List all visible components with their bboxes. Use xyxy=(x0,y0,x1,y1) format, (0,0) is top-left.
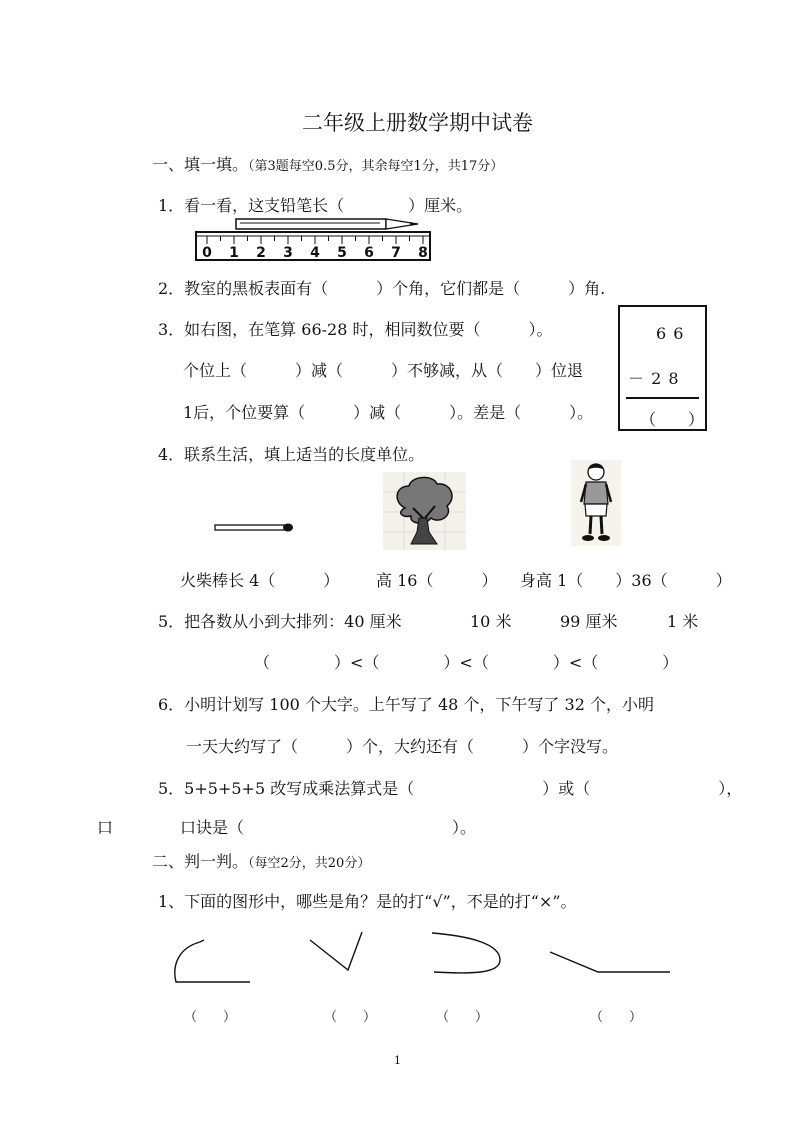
ruler-tick-label: 4 xyxy=(310,245,320,261)
calc-result: （ ） xyxy=(640,410,705,429)
figure-curve-icon xyxy=(432,933,500,973)
matchstick-icon xyxy=(213,522,295,534)
angle-figures xyxy=(170,930,690,990)
section1-heading-text: 一、填一填。 xyxy=(152,155,249,174)
q5-item: 10 米 xyxy=(470,612,512,631)
answer-blank: （ ） xyxy=(184,1010,237,1025)
q3-line2: 个位上（ ）减（ ）不够减，从（ ）位退 xyxy=(183,361,584,380)
q7-line2: 口诀是（ ）。 xyxy=(180,818,477,837)
q4-label-tree: 高 16（ ） xyxy=(376,571,498,590)
figure-bent-line-icon xyxy=(550,952,670,972)
tree-icon xyxy=(383,472,466,550)
q7-line1: 5．5+5+5+5 改写成乘法算式是（ ）或（ ）， xyxy=(158,779,743,798)
ruler-tick-label: 3 xyxy=(283,245,293,261)
ruler-tick-label: 1 xyxy=(229,245,239,261)
q1-text: 1．看一看，这支铅笔长（ ）厘米。 xyxy=(158,196,473,215)
section2-heading-text: 二、判一判。 xyxy=(152,852,249,871)
q3-line1: 3．如右图，在笔算 66-28 时，相同数位要（ ）。 xyxy=(158,320,553,339)
page-title: 二年级上册数学期中试卷 xyxy=(302,111,533,135)
q4-label-matchstick: 火柴棒长 4（ ） xyxy=(180,571,340,590)
figure-curve-angle-icon xyxy=(175,940,250,982)
section2-note: （每空2分，共20分） xyxy=(248,856,371,871)
q6-line2: 一天大约写了（ ）个，大约还有（ ）个字没写。 xyxy=(186,737,619,756)
boy-icon xyxy=(571,460,621,546)
ruler-tick-label: 5 xyxy=(337,245,347,261)
answer-blank: （ ） xyxy=(590,1010,643,1025)
section1-note: （第3题每空0.5分，其余每空1分，共17分） xyxy=(248,159,504,174)
figure-v-angle-icon xyxy=(310,932,362,970)
q5-item: 1 米 xyxy=(667,612,699,631)
q4-label-height: 身高 1（ ）36（ ） xyxy=(520,571,732,590)
pencil-ruler-icon xyxy=(190,214,440,264)
ruler-tick-label: 0 xyxy=(202,245,212,261)
q5-order-blanks: （ ）<（ ）<（ ）<（ ） xyxy=(254,653,679,672)
q3-line3: 1后，个位要算（ ）减（ ）。差是（ ）。 xyxy=(183,403,594,422)
ruler-tick-label: 6 xyxy=(364,245,374,261)
calc-divider xyxy=(626,397,699,399)
q5-text: 5．把各数从小到大排列：40 厘米 xyxy=(158,612,402,631)
calc-top: 6 6 xyxy=(656,324,685,343)
page-number: 1 xyxy=(394,1054,401,1067)
ruler-tick-label: 8 xyxy=(418,245,428,261)
ruler-tick-label: 2 xyxy=(256,245,266,261)
section2-q1-text: 1、下面的图形中，哪些是角？是的打“√”，不是的打“×”。 xyxy=(158,892,577,911)
q6-line1: 6．小明计划写 100 个大字。上午写了 48 个，下午写了 32 个，小明 xyxy=(158,695,654,714)
calc-bottom: － 2 8 xyxy=(628,369,680,388)
answer-blank: （ ） xyxy=(324,1010,377,1025)
q5-item: 99 厘米 xyxy=(560,612,618,631)
answer-blank: （ ） xyxy=(436,1010,489,1025)
subtraction-box xyxy=(618,305,707,431)
q7-prefix: 口 xyxy=(97,818,114,837)
section2-heading xyxy=(152,849,370,872)
section1-heading xyxy=(152,152,503,175)
q2-text: 2．教室的黑板表面有（ ）个角，它们都是（ ）角. xyxy=(158,279,606,298)
ruler-tick-label: 7 xyxy=(391,245,401,261)
q4-text: 4．联系生活，填上适当的长度单位。 xyxy=(158,445,425,464)
